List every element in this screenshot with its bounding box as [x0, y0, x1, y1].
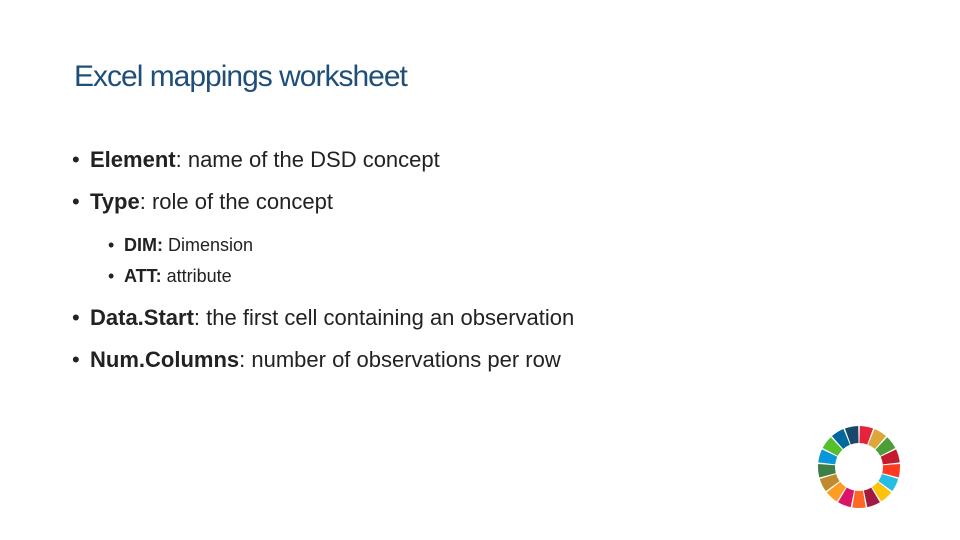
sub-bullet-term: DIM:: [124, 235, 163, 255]
sub-bullet-text: [124, 265, 232, 287]
bullet-description: the first cell containing an observation: [200, 305, 575, 330]
bullet-term: Data.Start: [90, 305, 194, 330]
bullet-glyph: •: [108, 266, 115, 286]
bullet-glyph: •: [72, 189, 80, 214]
bullet-item: [72, 304, 832, 332]
bullet-text: [90, 304, 574, 332]
bullet-term: Element: [90, 147, 176, 172]
bullet-separator: :: [193, 305, 201, 330]
bullet-glyph: •: [72, 305, 80, 330]
wheel-segment: [852, 491, 866, 508]
bullet-list: [72, 146, 832, 388]
bullet-term: Type: [90, 189, 140, 214]
bullet-separator: :: [139, 189, 146, 214]
bullet-text: [90, 146, 440, 174]
bullet-term: Num.Columns: [90, 347, 240, 372]
sub-bullet-description: Dimension: [163, 235, 254, 255]
bullet-item: [72, 188, 832, 216]
bullet-description: name of the DSD concept: [181, 147, 440, 172]
sub-bullet-list: [72, 234, 832, 287]
bullet-separator: :: [239, 347, 246, 372]
sub-bullet-text: [124, 234, 253, 256]
bullet-item: [72, 146, 832, 174]
bullet-description: number of observations per row: [245, 347, 561, 372]
bullet-description: role of the concept: [145, 189, 333, 214]
sub-bullet-description: attribute: [161, 266, 232, 286]
bullet-text: [90, 346, 561, 374]
sdg-color-wheel-icon: [817, 425, 901, 509]
bullet-separator: :: [175, 147, 182, 172]
sub-bullet-item: [108, 234, 832, 256]
bullet-glyph: •: [72, 347, 80, 372]
bullet-glyph: •: [108, 235, 115, 255]
bullet-glyph: •: [72, 147, 80, 172]
bullet-text: [90, 188, 333, 216]
slide-title: Excel mappings worksheet: [74, 60, 407, 93]
sub-bullet-term: ATT:: [124, 266, 162, 286]
sub-bullet-item: [108, 265, 832, 287]
bullet-item: [72, 346, 832, 374]
